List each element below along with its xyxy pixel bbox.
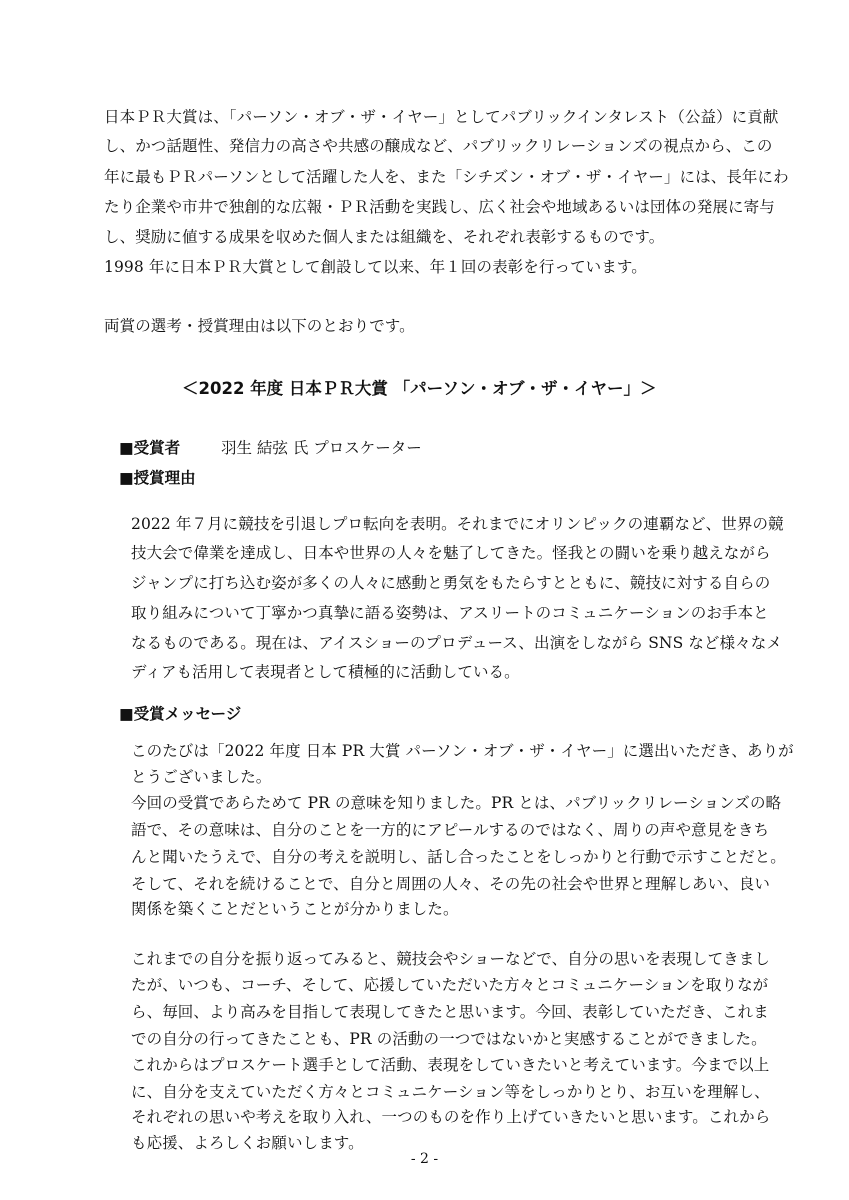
message-line: これからはプロスケート選手として活動、表現をしていきたいと考えています。今まで以上: [131, 1056, 770, 1074]
reason-line: 取り組みについて丁寧かつ真摯に語る姿勢は、アスリートのコミュニケーションのお手本と: [131, 604, 769, 622]
message-line: これまでの自分を振り返ってみると、競技会やショーなどで、自分の思いを表現してきまし: [131, 950, 770, 968]
award-title: ＜2022 年度 日本ＰＲ大賞 「パーソン・オブ・ザ・イヤー」＞: [182, 379, 657, 398]
page-number: - 2 -: [410, 1151, 439, 1167]
message-line: ら、毎回、より高みを目指して表現してきたと思います。今回、表彰していただき、これま: [131, 1003, 769, 1021]
intro-line: し、奨励に値する成果を収めた個人または組織を、それぞれ表彰するものです。: [104, 228, 665, 246]
message-line: 語で、その意味は、自分のことを一方的にアピールするのではなく、周りの声や意見をきち: [131, 821, 770, 839]
message-heading: ■受賞メッセージ: [119, 705, 242, 723]
intro-line: 年に最もＰＲパーソンとして活躍した人を、また「シチズン・オブ・ザ・イヤー」には、長年にわ: [104, 168, 789, 186]
intro-line: たり企業や市井で独創的な広報・ＰＲ活動を実践し、広く社会や地域あるいは団体の発展に寄与: [104, 198, 775, 216]
reason-line: 技大会で偉業を達成し、日本や世界の人々を魅了してきた。怪我との闘いを乗り越えながら: [131, 544, 771, 562]
message-line: このたびは「2022 年度 日本 PR 大賞 パーソン・オブ・ザ・イヤー」に選出いただき、ありが: [131, 742, 794, 760]
selection-note: 両賞の選考・授賞理由は以下のとおりです。: [104, 317, 415, 335]
message-line: とうございました。: [131, 768, 272, 786]
recipient-label: ■受賞者: [119, 439, 181, 457]
intro-line: 1998 年に日本ＰＲ大賞として創設して以来、年１回の表彰を行っています。: [104, 258, 647, 276]
intro-line: し、かつ話題性、発信力の高さや共感の醸成など、パブリックリレーションズの視点から、この: [104, 137, 773, 155]
message-line: それぞれの思いや考えを取り入れ、一つのものを作り上げていきたいと思います。これから: [131, 1108, 771, 1126]
reason-line: 2022 年７月に競技を引退しプロ転向を表明。それまでにオリンピックの連覇など、世界の競: [131, 515, 784, 533]
reason-line: ディアも活用して表現者として積極的に活動している。: [131, 663, 520, 681]
message-line: 今回の受賞であらためて PR の意味を知りました。PR とは、パブリックリレーションズの略: [131, 794, 782, 812]
reason-line: ジャンプに打ち込む姿が多くの人々に感動と勇気をもたらすとともに、競技に対する自らの: [131, 574, 771, 592]
message-line: んと聞いたうえで、自分の考えを説明し、話し合ったことをしっかりと行動で示すことだと。: [131, 848, 786, 866]
recipient-name: 羽生 結弦 氏 プロスケーター: [221, 439, 422, 457]
message-line: たが、いつも、コーチ、そして、応援していただいた方々とコミュニケーションを取りなが: [131, 976, 769, 994]
message-line: そして、それを続けることで、自分と周囲の人々、その先の社会や世界と理解しあい、良い: [131, 875, 770, 893]
message-line: に、自分を支えていただく方々とコミュニケーション等をしっかりとり、お互いを理解し、: [131, 1083, 770, 1101]
message-line: 関係を築くことだということが分かりました。: [131, 900, 459, 918]
reason-line: なるものである。現在は、アイスショーのプロデュース、出演をしながら SNS など様々なメ: [131, 634, 782, 652]
reason-heading: ■授賞理由: [119, 469, 196, 487]
message-line: での自分の行ってきたことも、PR の活動の一つではないかと実感することができました。: [131, 1030, 767, 1048]
message-line: も応援、よろしくお願いします。: [131, 1134, 364, 1152]
intro-line: 日本ＰＲ大賞は、「パーソン・オブ・ザ・イヤー」としてパブリックインタレスト（公益）に貢献: [104, 108, 779, 126]
